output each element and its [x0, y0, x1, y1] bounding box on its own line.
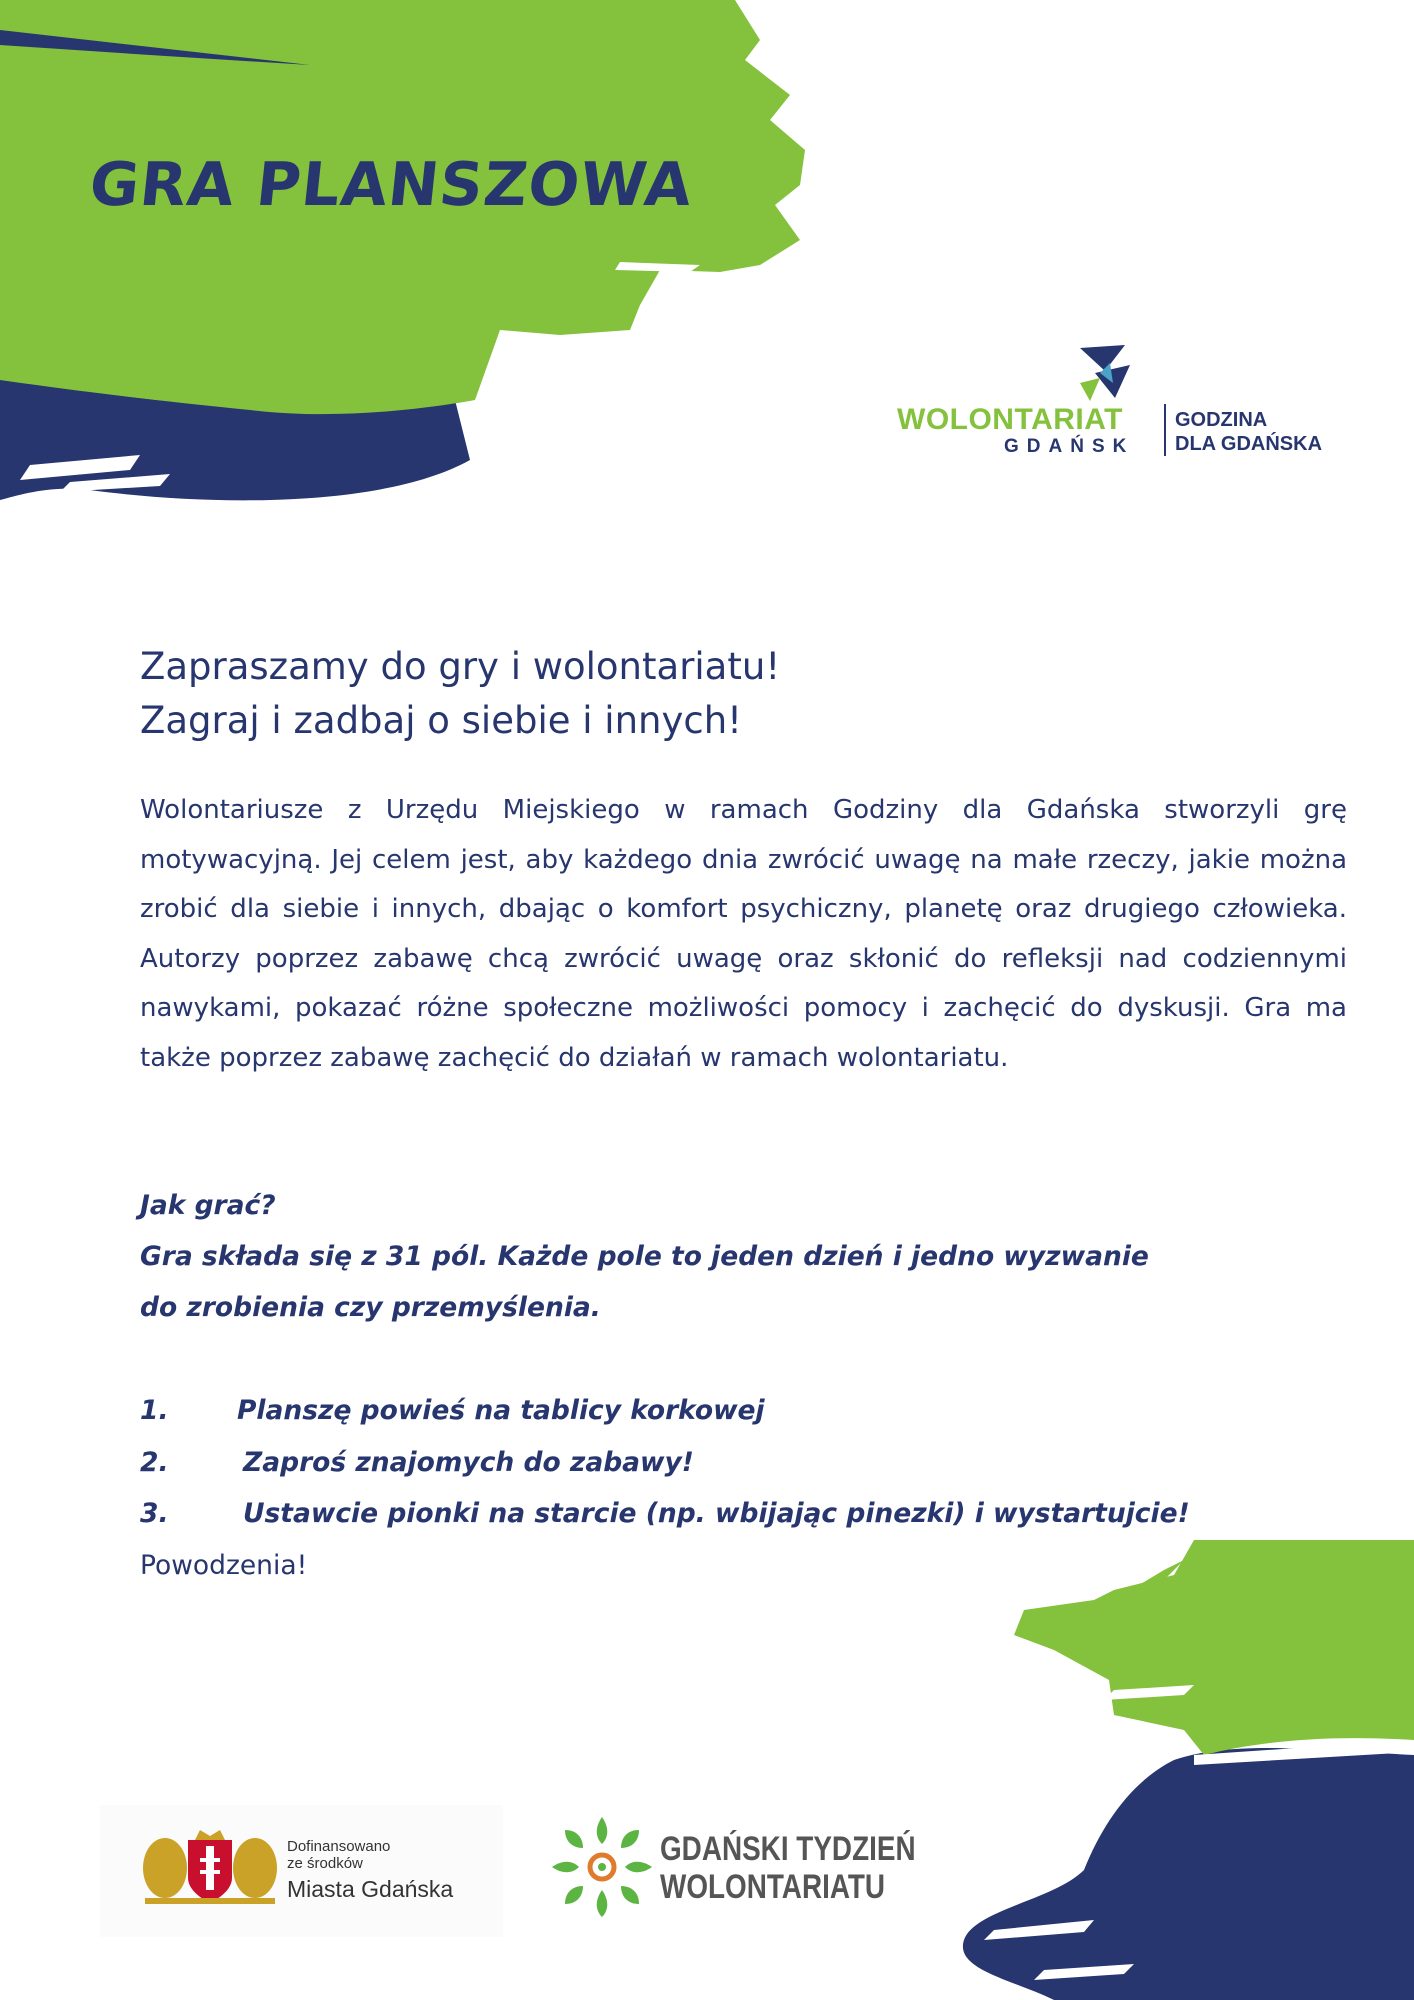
- step-number: 3.: [140, 1498, 169, 1529]
- step-text: Zaproś znajomych do zabawy!: [243, 1446, 694, 1478]
- volunteer-hands-logo-icon: [547, 1812, 657, 1922]
- steps-list: [140, 1385, 1190, 1591]
- step-text: Planszę powieś na tablicy korkowej: [237, 1395, 765, 1426]
- logo-godzina-line1: GODZINA: [1175, 409, 1268, 431]
- step-number: 2.: [140, 1446, 169, 1478]
- gdansk-coat-of-arms-icon: [140, 1828, 280, 1908]
- logo-gdansk-text: GDAŃSK: [1004, 436, 1135, 457]
- headline: [140, 640, 780, 748]
- step-text: Ustawcie pionki na starcie (np. wbijając pinezki) i wystartujcie!: [243, 1498, 1190, 1529]
- top-brush-decoration: [0, 0, 830, 510]
- list-item: [140, 1385, 765, 1437]
- page-title: GRA PLANSZOWA: [86, 150, 696, 220]
- sponsor-line2: ze środków: [287, 1855, 363, 1872]
- logo-godzina-line2: DLA GDAŃSKA: [1175, 433, 1323, 455]
- bottom-brush-decoration: [934, 1540, 1414, 2000]
- logo-divider: [1164, 404, 1166, 456]
- list-item: [140, 1488, 1190, 1540]
- closing-text: Powodzenia!: [140, 1549, 308, 1581]
- howto-line1: Gra składa się z 31 pól. Każde pole to jeden dzień i jedno wyzwanie: [140, 1241, 1149, 1272]
- howto-heading: Jak grać?: [140, 1190, 276, 1221]
- gtw-line2: WOLONTARIATU: [660, 1868, 886, 1906]
- intro-paragraph: Wolontariusze z Urzędu Miejskiego w ramach Godziny dla Gdańska stworzyli grę motywacyjną. Jej celem jest, aby każdego dnia zwrócić uwagę na małe rzeczy, jakie można zrobić dla siebie i innych, dbając o komfort psychiczny, planetę oraz drugiego człowieka. Autorzy poprzez zabawę chcą zwrócić uwagę oraz skłonić do refleksji nad codziennymi nawykami, pokazać różne społeczne możliwości pomocy i zachęcić do dyskusji. Gra ma także poprzez zabawę zachęcić do działań w ramach wolontariatu.: [140, 795, 1347, 1073]
- howto-section: [140, 1180, 1149, 1333]
- gtw-line1: GDAŃSKI TYDZIEŃ: [660, 1830, 916, 1868]
- headline-line2: Zagraj i zadbaj o siebie i innych!: [140, 699, 743, 742]
- gtw-logo-text: [660, 1830, 916, 1906]
- headline-line1: Zapraszamy do gry i wolontariatu!: [140, 645, 781, 688]
- list-item: [140, 1437, 694, 1489]
- step-number: 1.: [140, 1395, 169, 1426]
- logo-godzina-text: [1175, 408, 1322, 456]
- sponsor-text-small: [287, 1838, 390, 1872]
- howto-line2: do zrobienia czy przemyślenia.: [140, 1292, 601, 1323]
- sponsor-line1: Dofinansowano: [287, 1838, 391, 1855]
- wolontariat-star-logo-icon: [1075, 343, 1135, 403]
- logo-wolontariat-text: WOLONTARIAT: [897, 403, 1124, 436]
- sponsor-city: Miasta Gdańska: [287, 1876, 454, 1902]
